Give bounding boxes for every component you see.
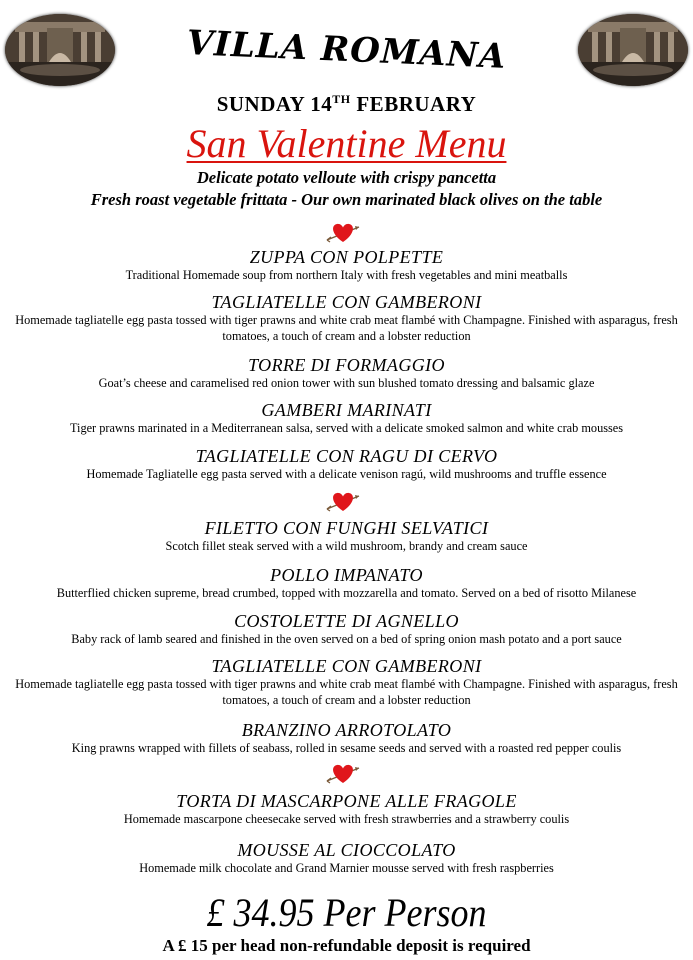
date-ordinal: TH: [332, 92, 351, 106]
dish-description: Homemade tagliatelle egg pasta tossed with tiger prawns and white crab meat flambé with Champagne. Finished with asparagus, fresh tomatoes, a touch of cream and a lobster reduction: [15, 313, 678, 343]
dish-name: BRANZINO ARROTOLATO: [241, 720, 452, 740]
dish-name: FILETTO CON FUNGHI SELVATICI: [204, 518, 489, 538]
menu-item: [0, 720, 693, 756]
appetizer-line-1: Delicate potato velloute with crispy pancetta: [196, 168, 497, 187]
menu-item: [0, 446, 693, 482]
dish-description: Tiger prawns marinated in a Mediterranean salsa, served with a delicate smoked salmon and white crab mousses: [69, 421, 624, 435]
event-date: [0, 92, 693, 117]
menu-item: [0, 400, 693, 436]
deposit-notice: A £ 15 per head non-refundable deposit is required: [162, 936, 531, 955]
menu-title: [0, 120, 693, 167]
dish-description: King prawns wrapped with fillets of seabass, rolled in sesame seeds and served with a roasted red pepper coulis: [71, 741, 622, 755]
dish-name: GAMBERI MARINATI: [261, 400, 432, 420]
menu-item: [0, 292, 693, 344]
dish-description: Homemade tagliatelle egg pasta tossed with tiger prawns and white crab meat flambé with Champagne. Finished with asparagus, fresh tomatoes, a touch of cream and a lobster reduction: [15, 677, 678, 707]
menu-title-text: San Valentine Menu: [186, 121, 507, 166]
dish-name: COSTOLETTE DI AGNELLO: [234, 611, 459, 631]
date-month: FEBRUARY: [350, 92, 477, 116]
heart-arrow-icon: [325, 489, 361, 515]
dish-name: POLLO IMPANATO: [270, 565, 423, 585]
dish-description: Homemade Tagliatelle egg pasta served with a delicate venison ragú, wild mushrooms and truffle essence: [86, 467, 607, 481]
menu-item: [0, 656, 693, 708]
dish-name: ZUPPA CON POLPETTE: [249, 247, 444, 267]
dish-name: TAGLIATELLE CON GAMBERONI: [211, 656, 482, 676]
dish-name: MOUSSE AL CIOCCOLATO: [237, 840, 456, 860]
restaurant-name: VILLA ROMANA: [185, 23, 508, 77]
dish-name: TORRE DI FORMAGGIO: [248, 355, 445, 375]
menu-item: [0, 247, 693, 283]
heart-arrow-icon: [325, 220, 361, 246]
dish-description: Homemade milk chocolate and Grand Marnier mousse served with fresh raspberries: [139, 861, 554, 875]
dish-name: TAGLIATELLE CON RAGU DI CERVO: [195, 446, 498, 466]
dish-name: TAGLIATELLE CON GAMBERONI: [211, 292, 482, 312]
heart-arrow-icon: [325, 761, 361, 787]
menu-item: [0, 611, 693, 647]
price-per-person: £ 34.95 Per Person: [206, 890, 487, 935]
menu-item: [0, 840, 693, 876]
dish-description: Butterflied chicken supreme, bread crumbed, topped with mozzarella and tomato. Served on a bed of risotto Milanese: [56, 586, 637, 600]
dish-description: Goat’s cheese and caramelised red onion tower with sun blushed tomato dressing and balsamic glaze: [98, 376, 595, 390]
date-day: SUNDAY 14: [216, 92, 333, 116]
menu-item: [0, 565, 693, 601]
menu-item: [0, 791, 693, 827]
appetizer-line-2: Fresh roast vegetable frittata - Our own marinated black olives on the table: [90, 190, 603, 209]
dish-description: Baby rack of lamb seared and finished in the oven served on a bed of spring onion mash potato and a port sauce: [71, 632, 622, 646]
dish-description: Scotch fillet steak served with a wild mushroom, brandy and cream sauce: [165, 539, 528, 553]
dish-description: Traditional Homemade soup from northern Italy with fresh vegetables and mini meatballs: [125, 268, 568, 282]
menu-item: [0, 355, 693, 391]
dish-name: TORTA DI MASCARPONE ALLE FRAGOLE: [176, 791, 517, 811]
dish-description: Homemade mascarpone cheesecake served with fresh strawberries and a strawberry coulis: [123, 812, 570, 826]
menu-item: [0, 518, 693, 554]
